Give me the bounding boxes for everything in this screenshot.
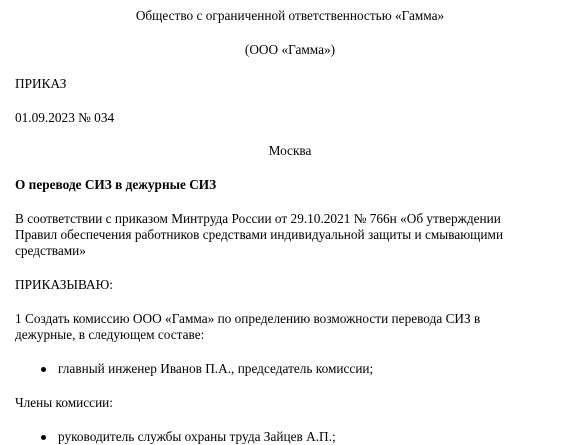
order-title: О переводе СИЗ в дежурные СИЗ (15, 177, 217, 192)
item-1-line-2: дежурные, в следующем составе: (15, 327, 205, 342)
item-1-line-1: 1 Создать комиссию ООО «Гамма» по определению возможности перевода СИЗ в (15, 311, 481, 326)
bullet-icon (41, 435, 46, 440)
members-label: Члены комиссии: (15, 395, 113, 410)
chairman-text: главный инженер Иванов П.А., председатель комиссии; (58, 361, 374, 376)
organization-short-name: (ООО «Гамма») (244, 42, 336, 57)
document-type: ПРИКАЗ (15, 76, 67, 91)
bullet-icon (41, 367, 46, 372)
date-and-number: 01.09.2023 № 034 (15, 110, 115, 125)
order-word: ПРИКАЗЫВАЮ: (15, 277, 113, 292)
city: Москва (268, 143, 312, 158)
member-text: руководитель службы охраны труда Зайцев А.П.; (58, 429, 336, 444)
preamble-line-2: Правил обеспечения работников средствами индивидуальной защиты и смывающими (15, 227, 504, 242)
preamble-line-1: В соответствии с приказом Минтруда России от 29.10.2021 № 766н «Об утверждении (15, 211, 501, 226)
preamble-line-3: средствами» (15, 243, 86, 258)
organization-name: Общество с ограниченной ответственностью «Гамма» (135, 8, 445, 23)
